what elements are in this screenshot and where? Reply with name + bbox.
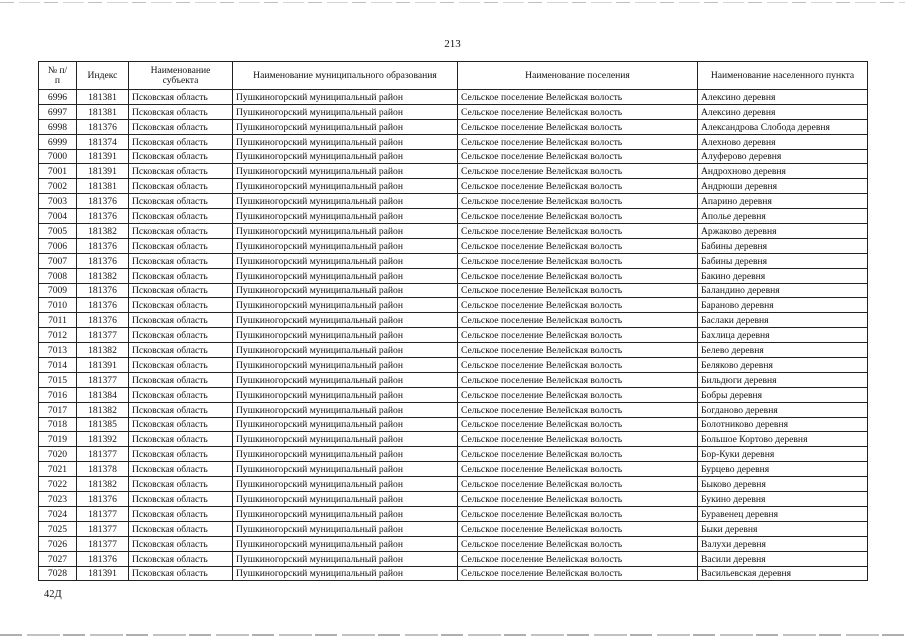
cell-subject: Псковская область [129, 149, 233, 164]
cell-number: 7020 [39, 447, 77, 462]
cell-subject: Псковская область [129, 179, 233, 194]
header-number [39, 62, 77, 90]
cell-subject: Псковская область [129, 268, 233, 283]
cell-settlement: Сельское поселение Велейская волость [458, 134, 698, 149]
cell-index: 181374 [77, 134, 129, 149]
cell-subject: Псковская область [129, 194, 233, 209]
cell-number: 7027 [39, 551, 77, 566]
table-row [39, 447, 868, 462]
table-row [39, 90, 868, 105]
cell-municipality: Пушкиногорский муниципальный район [233, 224, 458, 239]
cell-settlement: Сельское поселение Велейская волость [458, 253, 698, 268]
cell-number: 6997 [39, 104, 77, 119]
cell-locality: Александрова Слобода деревня [698, 119, 868, 134]
cell-subject: Псковская область [129, 492, 233, 507]
cell-number: 7009 [39, 283, 77, 298]
table-row [39, 164, 868, 179]
cell-index: 181391 [77, 566, 129, 581]
cell-subject: Псковская область [129, 447, 233, 462]
cell-index: 181382 [77, 402, 129, 417]
cell-municipality: Пушкиногорский муниципальный район [233, 134, 458, 149]
cell-number: 7024 [39, 506, 77, 521]
table-row [39, 521, 868, 536]
table-row [39, 551, 868, 566]
cell-settlement: Сельское поселение Велейская волость [458, 566, 698, 581]
cell-index: 181391 [77, 164, 129, 179]
cell-municipality: Пушкиногорский муниципальный район [233, 372, 458, 387]
cell-subject: Псковская область [129, 536, 233, 551]
cell-settlement: Сельское поселение Велейская волость [458, 283, 698, 298]
cell-subject: Псковская область [129, 90, 233, 105]
cell-index: 181376 [77, 253, 129, 268]
cell-locality: Валухи деревня [698, 536, 868, 551]
cell-municipality: Пушкиногорский муниципальный район [233, 209, 458, 224]
cell-municipality: Пушкиногорский муниципальный район [233, 358, 458, 373]
table-row [39, 224, 868, 239]
cell-number: 7012 [39, 328, 77, 343]
table-row [39, 134, 868, 149]
cell-locality: Быки деревня [698, 521, 868, 536]
cell-municipality: Пушкиногорский муниципальный район [233, 90, 458, 105]
cell-subject: Псковская область [129, 298, 233, 313]
cell-index: 181378 [77, 462, 129, 477]
cell-index: 181377 [77, 506, 129, 521]
cell-settlement: Сельское поселение Велейская волость [458, 358, 698, 373]
cell-index: 181377 [77, 521, 129, 536]
settlements-table [38, 61, 868, 581]
scan-edge-top [0, 2, 905, 3]
cell-number: 7000 [39, 149, 77, 164]
cell-settlement: Сельское поселение Велейская волость [458, 372, 698, 387]
header-subject-label: Наименование субъекта [150, 64, 211, 86]
cell-locality: Баслаки деревня [698, 313, 868, 328]
cell-locality: Андрохново деревня [698, 164, 868, 179]
table-row [39, 343, 868, 358]
cell-municipality: Пушкиногорский муниципальный район [233, 402, 458, 417]
cell-settlement: Сельское поселение Велейская волость [458, 521, 698, 536]
cell-settlement: Сельское поселение Велейская волость [458, 402, 698, 417]
cell-index: 181377 [77, 447, 129, 462]
cell-municipality: Пушкиногорский муниципальный район [233, 417, 458, 432]
header-settlement: Наименование поселения [458, 62, 698, 90]
table-row [39, 253, 868, 268]
cell-locality: Андрюши деревня [698, 179, 868, 194]
cell-index: 181382 [77, 477, 129, 492]
cell-index: 181376 [77, 298, 129, 313]
cell-municipality: Пушкиногорский муниципальный район [233, 521, 458, 536]
table-row [39, 358, 868, 373]
cell-number: 7011 [39, 313, 77, 328]
cell-locality: Болотниково деревня [698, 417, 868, 432]
table-row [39, 194, 868, 209]
header-locality: Наименование населенного пункта [698, 62, 868, 90]
cell-settlement: Сельское поселение Велейская волость [458, 328, 698, 343]
cell-number: 6998 [39, 119, 77, 134]
table-row [39, 268, 868, 283]
cell-number: 7021 [39, 462, 77, 477]
cell-municipality: Пушкиногорский муниципальный район [233, 387, 458, 402]
table-row [39, 313, 868, 328]
cell-index: 181391 [77, 358, 129, 373]
cell-index: 181391 [77, 149, 129, 164]
header-subject [129, 62, 233, 90]
table-row [39, 506, 868, 521]
cell-locality: Бараново деревня [698, 298, 868, 313]
cell-index: 181377 [77, 328, 129, 343]
cell-settlement: Сельское поселение Велейская волость [458, 462, 698, 477]
cell-locality: Бабины деревня [698, 238, 868, 253]
cell-municipality: Пушкиногорский муниципальный район [233, 298, 458, 313]
cell-subject: Псковская область [129, 328, 233, 343]
table-row [39, 238, 868, 253]
cell-locality: Алексино деревня [698, 90, 868, 105]
cell-settlement: Сельское поселение Велейская волость [458, 447, 698, 462]
cell-number: 7019 [39, 432, 77, 447]
cell-subject: Псковская область [129, 372, 233, 387]
cell-settlement: Сельское поселение Велейская волость [458, 164, 698, 179]
cell-settlement: Сельское поселение Велейская волость [458, 90, 698, 105]
cell-subject: Псковская область [129, 164, 233, 179]
cell-municipality: Пушкиногорский муниципальный район [233, 506, 458, 521]
table-row [39, 477, 868, 492]
table-row [39, 283, 868, 298]
cell-municipality: Пушкиногорский муниципальный район [233, 343, 458, 358]
cell-subject: Псковская область [129, 343, 233, 358]
table-row [39, 179, 868, 194]
cell-number: 7023 [39, 492, 77, 507]
table-row [39, 417, 868, 432]
cell-subject: Псковская область [129, 387, 233, 402]
cell-subject: Псковская область [129, 506, 233, 521]
cell-locality: Бобры деревня [698, 387, 868, 402]
cell-locality: Богданово деревня [698, 402, 868, 417]
cell-municipality: Пушкиногорский муниципальный район [233, 447, 458, 462]
cell-municipality: Пушкиногорский муниципальный район [233, 536, 458, 551]
cell-settlement: Сельское поселение Велейская волость [458, 224, 698, 239]
cell-number: 7003 [39, 194, 77, 209]
cell-municipality: Пушкиногорский муниципальный район [233, 268, 458, 283]
cell-subject: Псковская область [129, 417, 233, 432]
table-row [39, 462, 868, 477]
header-index: Индекс [77, 62, 129, 90]
header-number-label: № п/п [47, 64, 68, 86]
cell-index: 181377 [77, 372, 129, 387]
cell-index: 181381 [77, 90, 129, 105]
table-row [39, 536, 868, 551]
cell-number: 7015 [39, 372, 77, 387]
header-municipality: Наименование муниципального образования [233, 62, 458, 90]
cell-locality: Апарино деревня [698, 194, 868, 209]
cell-locality: Баландино деревня [698, 283, 868, 298]
cell-index: 181384 [77, 387, 129, 402]
cell-locality: Васили деревня [698, 551, 868, 566]
cell-settlement: Сельское поселение Велейская волость [458, 417, 698, 432]
table-row [39, 119, 868, 134]
cell-subject: Псковская область [129, 313, 233, 328]
cell-locality: Бабины деревня [698, 253, 868, 268]
cell-index: 181376 [77, 209, 129, 224]
table-row [39, 402, 868, 417]
cell-locality: Бильдюги деревня [698, 372, 868, 387]
page-number: 213 [444, 38, 461, 50]
cell-index: 181377 [77, 536, 129, 551]
cell-number: 7006 [39, 238, 77, 253]
cell-settlement: Сельское поселение Велейская волость [458, 209, 698, 224]
cell-settlement: Сельское поселение Велейская волость [458, 536, 698, 551]
cell-locality: Бурцево деревня [698, 462, 868, 477]
cell-index: 181376 [77, 194, 129, 209]
cell-index: 181376 [77, 313, 129, 328]
cell-number: 7008 [39, 268, 77, 283]
cell-index: 181376 [77, 551, 129, 566]
cell-index: 181382 [77, 224, 129, 239]
scan-edge-bottom [0, 634, 905, 636]
cell-municipality: Пушкиногорский муниципальный район [233, 492, 458, 507]
cell-index: 181392 [77, 432, 129, 447]
table-row [39, 298, 868, 313]
cell-settlement: Сельское поселение Велейская волость [458, 387, 698, 402]
cell-settlement: Сельское поселение Велейская волость [458, 343, 698, 358]
cell-number: 7001 [39, 164, 77, 179]
cell-settlement: Сельское поселение Велейская волость [458, 298, 698, 313]
cell-settlement: Сельское поселение Велейская волость [458, 313, 698, 328]
cell-subject: Псковская область [129, 104, 233, 119]
cell-subject: Псковская область [129, 551, 233, 566]
table-row [39, 387, 868, 402]
cell-subject: Псковская область [129, 462, 233, 477]
cell-municipality: Пушкиногорский муниципальный район [233, 164, 458, 179]
cell-number: 7025 [39, 521, 77, 536]
table-row [39, 104, 868, 119]
table-row [39, 209, 868, 224]
cell-settlement: Сельское поселение Велейская волость [458, 194, 698, 209]
cell-index: 181376 [77, 492, 129, 507]
cell-subject: Псковская область [129, 134, 233, 149]
cell-settlement: Сельское поселение Велейская волость [458, 238, 698, 253]
cell-subject: Псковская область [129, 224, 233, 239]
cell-subject: Псковская область [129, 358, 233, 373]
cell-index: 181385 [77, 417, 129, 432]
cell-subject: Псковская область [129, 119, 233, 134]
cell-locality: Алексино деревня [698, 104, 868, 119]
cell-municipality: Пушкиногорский муниципальный район [233, 551, 458, 566]
cell-subject: Псковская область [129, 283, 233, 298]
cell-settlement: Сельское поселение Велейская волость [458, 179, 698, 194]
table-header-row [39, 62, 868, 90]
cell-municipality: Пушкиногорский муниципальный район [233, 477, 458, 492]
cell-municipality: Пушкиногорский муниципальный район [233, 566, 458, 581]
cell-municipality: Пушкиногорский муниципальный район [233, 313, 458, 328]
cell-index: 181376 [77, 238, 129, 253]
cell-settlement: Сельское поселение Велейская волость [458, 119, 698, 134]
cell-subject: Псковская область [129, 238, 233, 253]
cell-locality: Алехново деревня [698, 134, 868, 149]
cell-municipality: Пушкиногорский муниципальный район [233, 149, 458, 164]
cell-settlement: Сельское поселение Велейская волость [458, 104, 698, 119]
table-row [39, 492, 868, 507]
cell-number: 6999 [39, 134, 77, 149]
cell-subject: Псковская область [129, 477, 233, 492]
cell-index: 181381 [77, 179, 129, 194]
cell-subject: Псковская область [129, 566, 233, 581]
cell-subject: Псковская область [129, 402, 233, 417]
cell-locality: Бакино деревня [698, 268, 868, 283]
cell-number: 7018 [39, 417, 77, 432]
cell-index: 181381 [77, 104, 129, 119]
cell-subject: Псковская область [129, 253, 233, 268]
cell-number: 7022 [39, 477, 77, 492]
cell-number: 7004 [39, 209, 77, 224]
cell-locality: Васильевская деревня [698, 566, 868, 581]
table-row [39, 566, 868, 581]
cell-locality: Букино деревня [698, 492, 868, 507]
cell-number: 7013 [39, 343, 77, 358]
cell-municipality: Пушкиногорский муниципальный район [233, 283, 458, 298]
cell-locality: Бор-Куки деревня [698, 447, 868, 462]
cell-number: 7017 [39, 402, 77, 417]
cell-locality: Буравенец деревня [698, 506, 868, 521]
cell-number: 7028 [39, 566, 77, 581]
cell-number: 7007 [39, 253, 77, 268]
cell-locality: Аполье деревня [698, 209, 868, 224]
cell-settlement: Сельское поселение Велейская волость [458, 506, 698, 521]
footer-code: 42Д [44, 589, 62, 600]
cell-locality: Беляково деревня [698, 358, 868, 373]
cell-locality: Бахлица деревня [698, 328, 868, 343]
table-row [39, 149, 868, 164]
cell-municipality: Пушкиногорский муниципальный район [233, 119, 458, 134]
table-row [39, 432, 868, 447]
table-body [39, 90, 868, 581]
cell-locality: Белево деревня [698, 343, 868, 358]
cell-number: 7010 [39, 298, 77, 313]
cell-settlement: Сельское поселение Велейская волость [458, 477, 698, 492]
cell-municipality: Пушкиногорский муниципальный район [233, 328, 458, 343]
cell-municipality: Пушкиногорский муниципальный район [233, 462, 458, 477]
cell-settlement: Сельское поселение Велейская волость [458, 551, 698, 566]
cell-index: 181382 [77, 343, 129, 358]
cell-locality: Алуферово деревня [698, 149, 868, 164]
cell-municipality: Пушкиногорский муниципальный район [233, 104, 458, 119]
cell-locality: Аржаково деревня [698, 224, 868, 239]
cell-number: 7016 [39, 387, 77, 402]
cell-municipality: Пушкиногорский муниципальный район [233, 253, 458, 268]
cell-number: 7005 [39, 224, 77, 239]
cell-index: 181376 [77, 119, 129, 134]
cell-number: 7002 [39, 179, 77, 194]
cell-municipality: Пушкиногорский муниципальный район [233, 194, 458, 209]
cell-municipality: Пушкиногорский муниципальный район [233, 238, 458, 253]
cell-settlement: Сельское поселение Велейская волость [458, 432, 698, 447]
cell-index: 181376 [77, 283, 129, 298]
cell-number: 6996 [39, 90, 77, 105]
table-row [39, 328, 868, 343]
cell-settlement: Сельское поселение Велейская волость [458, 492, 698, 507]
cell-number: 7026 [39, 536, 77, 551]
cell-index: 181382 [77, 268, 129, 283]
cell-settlement: Сельское поселение Велейская волость [458, 268, 698, 283]
cell-municipality: Пушкиногорский муниципальный район [233, 432, 458, 447]
table-row [39, 372, 868, 387]
cell-municipality: Пушкиногорский муниципальный район [233, 179, 458, 194]
cell-locality: Быково деревня [698, 477, 868, 492]
cell-subject: Псковская область [129, 521, 233, 536]
cell-subject: Псковская область [129, 432, 233, 447]
cell-settlement: Сельское поселение Велейская волость [458, 149, 698, 164]
cell-subject: Псковская область [129, 209, 233, 224]
cell-number: 7014 [39, 358, 77, 373]
cell-locality: Большое Кортово деревня [698, 432, 868, 447]
